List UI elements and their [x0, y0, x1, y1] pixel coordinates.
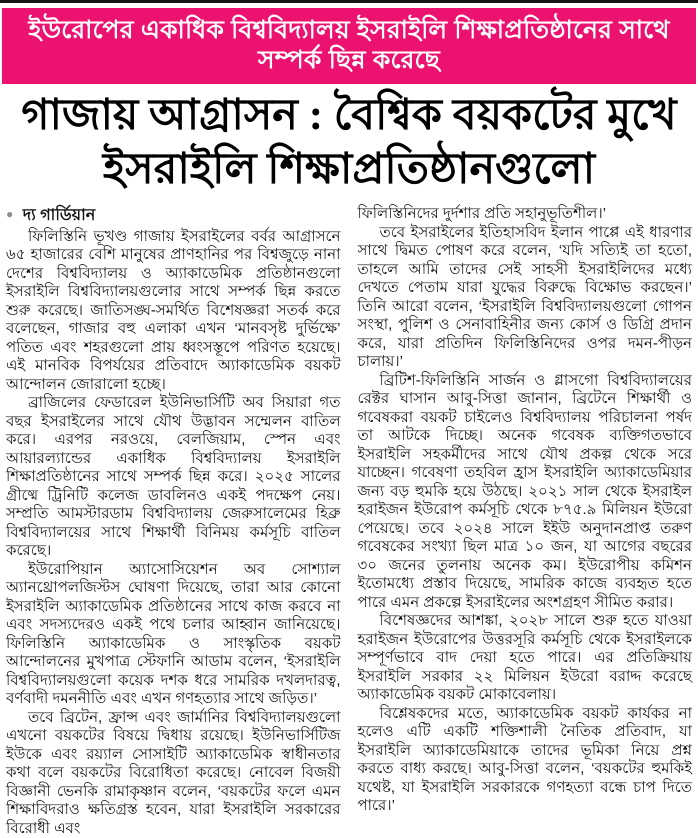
headline-line-1: গাজায় আগ্রাসন : বৈশ্বিক বয়কটের মুখে — [21, 92, 677, 139]
headline-line-2: ইসরাইলি শিক্ষাপ্রতিষ্ঠানগুলো — [102, 146, 596, 194]
column-left-paragraphs — [6, 228, 341, 838]
byline-bullet-icon: ● — [6, 207, 14, 222]
article-paragraph: ফিলিস্তিনিদের দুর্দশার প্রতি সহানুভূতিশীল।’ — [357, 205, 607, 223]
byline-source: দ্য গার্ডিয়ান — [22, 207, 96, 225]
article-body — [0, 201, 698, 838]
article-paragraph: ব্রাজিলের ফেডারেল ইউনিভার্সিটি অব সিয়ারা গত বছর ইসরাইলের সাথে যৌথ উদ্ভাবন সম্মেলন বাতিল করে। এরপর নরওয়ে, বেলজিয়াম, স্পেন এবং আয়ারল্যান্ডের একাধিক বিশ্ববিদ্যালয় ইসরাইলি শিক্ষাপ্রতিষ্ঠানের সাথে সম্পর্ক ছিন্ন করে। ২০২৫ সালের গ্রীষ্মে ট্রিনিটি কলেজ ডাবলিনও একই পদক্ষেপ নেয়। সম্প্রতি আমস্টারডাম বিশ্ববিদ্যালয় জেরুসালেমের হিব্রু বিশ্ববিদ্যালয়ের সাথে শিক্ষার্থী বিনিময় কর্মসূচি বাতিল করেছে। — [6, 394, 341, 560]
article-column-right — [358, 205, 693, 838]
article-paragraph: ইউরোপিয়ান অ্যাসোসিয়েশন অব সোশ্যাল অ্যানথ্রোপলজিস্টস ঘোষণা দিয়েছে, তারা আর কোনো ইসরাইলি অ্যাকাডেমিক প্রতিষ্ঠানের সাথে কাজ করবে না এবং সদস্যদেরও একই পথে চলার আহ্বান জানিয়েছে। ফিলিস্তিনি অ্যাকাডেমিক ও সাংস্কৃতিক বয়কট আন্দোলনের মুখপাত্র স্টেফানি আডাম বলেন, ‘ইসরাইলি বিশ্ববিদ্যালয়গুলো কয়েক দশক ধরে সামরিক দখলদারত্ব, বর্ণবাদী দমননীতি এবং এখন গণহত্যার সাথে জড়িত।’ — [6, 560, 341, 708]
column-right-paragraphs — [358, 205, 693, 816]
article-paragraph: তবে ইসরাইলের ইতিহাসবিদ ইলান পাপ্পে এই ধারণার সাথে দ্বিমত পোষণ করে বলেন, ‘যদি সত্যিই তা হতো, তাহলে আমি তাদের সেই সাহসী ইসরাইলিদের মধ্যে দেখতে পেতাম যারা যুদ্ধের বিরুদ্ধে বিক্ষোভ করছেন।’ তিনি আরো বলেন, ‘ইসরাইলি বিশ্ববিদ্যালয়গুলো গোপন সংস্থা, পুলিশ ও সেনাবাহিনীর জন্য কোর্স ও ডিগ্রি প্রদান করে, যারা প্রতিদিন ফিলিস্তিনিদের ওপর দমন-পীড়ন চালায়।’ — [357, 223, 692, 371]
top-rule — [0, 0, 698, 3]
article-paragraph: বিশেষজ্ঞদের আশঙ্কা, ২০২৮ সালে শুরু হতে যাওয়া হরাইজন ইউরোপের উত্তরসূরি কর্মসূচি থেকে ইসরাইলকে সম্পূর্ণভাবে বাদ দেয়া হতে পারে। এর প্রতিক্রিয়ায় ইসরাইলি সরকার ২২ মিলিয়ন ইউরো বরাদ্দ করেছে অ্যাকাডেমিক বয়কট মোকাবেলায়। — [357, 612, 692, 704]
article-paragraph: ব্রিটিশ-ফিলিস্তিনি সার্জন ও গ্লাসগো বিশ্ববিদ্যালয়ের রেক্টর ঘাসান আবু-সিত্তা জানান, ব্রিটেনে শিক্ষার্থী ও গবেষকরা বয়কট চাইলেও বিশ্ববিদ্যালয় পরিচালনা পর্ষদ তা আটকে দিচ্ছে। অনেক গবেষক ব্যক্তিগতভাবে ইসরাইলি সহকর্মীদের সাথে যৌথ প্রকল্প থেকে সরে যাচ্ছেন। গবেষণা তহবিল হ্রাস ইসরাইলি অ্যাকাডেমিয়ার জন্য বড় হুমকি হয়ে উঠছে। ২০২১ সাল থেকে ইসরাইল হরাইজন ইউরোপ কর্মসূচি থেকে ৮৭৫.৯ মিলিয়ন ইউরো পেয়েছে। তবে ২০২৪ সালে ইইউ অনুদানপ্রাপ্ত তরুণ গবেষকের সংখ্যা ছিল মাত্র ১০ জন, যা আগের বছরের ৩০ জনের তুলনায় অনেক কম। ইউরোপীয় কমিশন ইতোমধ্যে প্রস্তাব দিয়েছে, সামরিক কাজে ব্যবহৃত হতে পারে এমন প্রকল্পে ইসরাইলের অংশগ্রহণ সীমিত করার। — [357, 371, 692, 611]
article-column-left — [6, 205, 341, 838]
kicker-banner — [2, 8, 696, 84]
page-title — [8, 89, 690, 197]
byline — [6, 205, 341, 226]
kicker-banner-text: ইউরোপের একাধিক বিশ্ববিদ্যালয় ইসরাইলি শিক্ষাপ্রতিষ্ঠানের সাথে সম্পর্ক ছিন্ন করেছে — [28, 16, 670, 74]
article-paragraph: ফিলিস্তিনি ভূখণ্ড গাজায় ইসরাইলের বর্বর আগ্রাসনে ৬৫ হাজারের বেশি মানুষের প্রাণহানির পর বিশ্বজুড়ে নানা দেশের বিশ্ববিদ্যালয় ও অ্যাকাডেমিক প্রতিষ্ঠানগুলো ইসরাইলি বিশ্ববিদ্যালয়গুলোর সাথে সম্পর্ক ছিন্ন করতে শুরু করেছে। জাতিসঙ্ঘ-সমর্থিত বিশেষজ্ঞরা সতর্ক করে বলেছেন, গাজার বহু এলাকা এখন ‘মানবসৃষ্ট দুর্ভিক্ষে’ পতিত এবং শহরগুলো প্রায় ধ্বংসস্তূপে পরিণত হয়েছে। এই মানবিক বিপর্যয়ের প্রতিবাদে অ্যাকাডেমিক বয়কট আন্দোলন জোরালো হচ্ছে। — [6, 227, 341, 393]
article-paragraph: বিশ্লেষকদের মতে, অ্যাকাডেমিক বয়কট কার্যকর না হলেও এটি একটি শক্তিশালী নৈতিক প্রতিবাদ, যা ইসরাইলি অ্যাকাডেমিয়াকে তাদের ভূমিকা নিয়ে প্রশ্ন করতে বাধ্য করছে। আবু-সিত্তা বলেন, ‘বয়কটের হুমকিই যথেষ্ট, যা ইসরাইলি সরকারকে গণহত্যা বন্ধে চাপ দিতে পারে।’ — [357, 704, 692, 815]
article-paragraph: তবে ব্রিটেন, ফ্রান্স এবং জার্মানির বিশ্ববিদ্যালয়গুলো এখনো বয়কটের বিষয়ে দ্বিধায় রয়েছে। ইউনিভার্সিটিজ ইউকে এবং রয়্যাল সোসাইটি অ্যাকাডেমিক স্বাধীনতার কথা বলে বয়কটের বিরোধিতা করেছে। নোবেল বিজয়ী বিজ্ঞানী ভেনকি রামাকৃষ্ণান বলেন, ‘বয়কটের ফলে এমন শিক্ষাবিদরাও ক্ষতিগ্রস্ত হবেন, যারা ইসরাইলি সরকারের বিরোধী এবং — [6, 708, 341, 837]
